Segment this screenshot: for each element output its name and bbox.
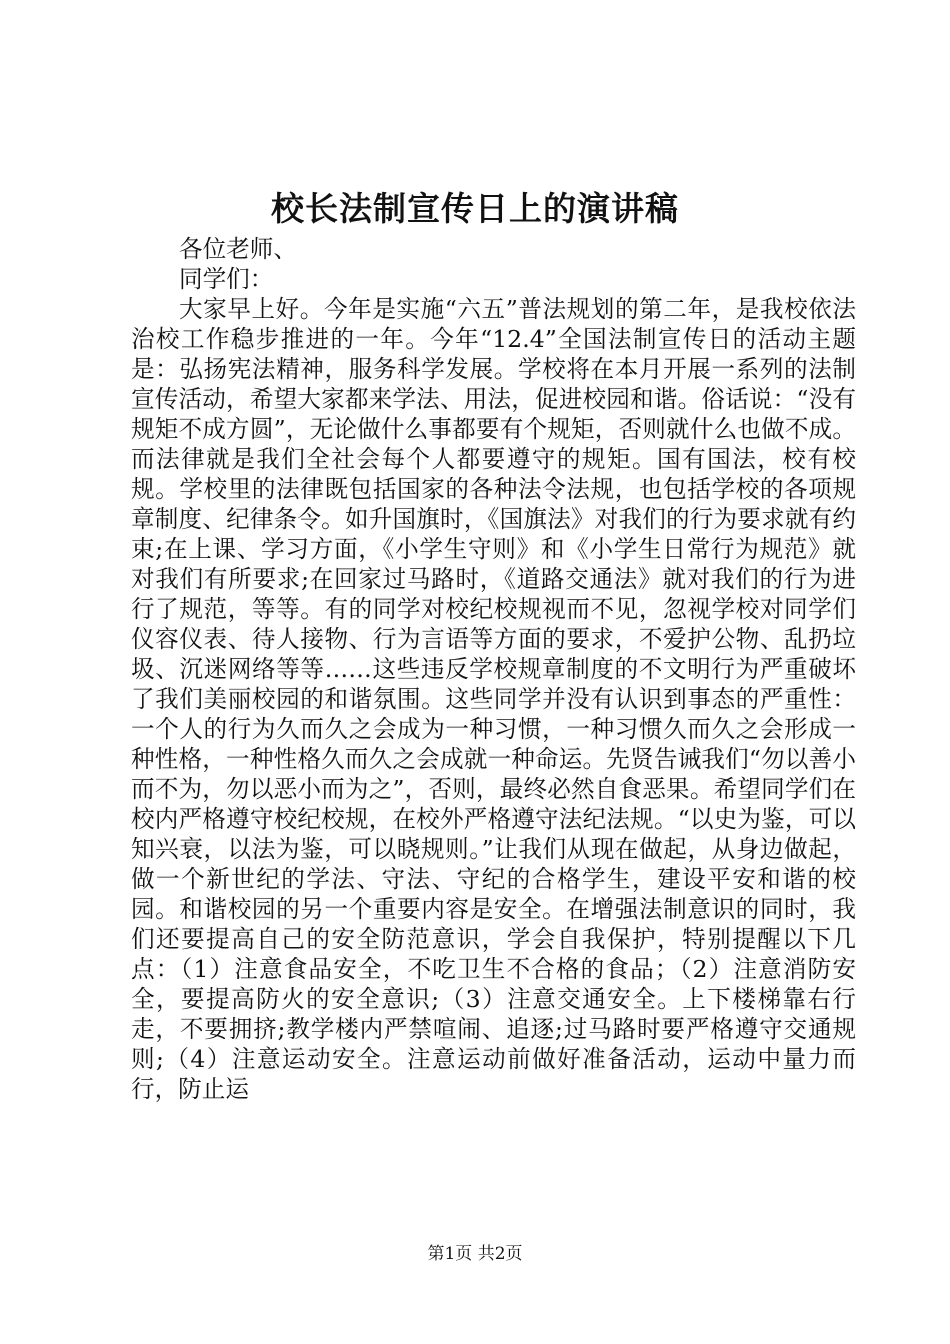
salutation-students: 同学们： [179, 265, 274, 293]
document-body [131, 234, 856, 1104]
salutation-teachers: 各位老师、 [179, 235, 297, 263]
speech-paragraph: 大家早上好。今年是实施“六五”普法规划的第二年，是我校依法治校工作稳步推进的一年。今年“12.4”全国法制宣传日的活动主题是：弘扬宪法精神，服务科学发展。学校将在本月开展一系列的法制宣传活动，希望大家都来学法、用法，促进校园和谐。俗话说：“没有规矩不成方圆”，无论做什么事都要有个规矩，否则就什么也做不成。而法律就是我们全社会每个人都要遵守的规矩。国有国法，校有校规。学校里的法律既包括国家的各种法令法规，也包括学校的各项规章制度、纪律条令。如升国旗时，《国旗法》对我们的行为要求就有约束;在上课、学习方面，《小学生守则》和《小学生日常行为规范》就对我们有所要求;在回家过马路时，《道路交通法》就对我们的行为进行了规范，等等。有的同学对校纪校规视而不见，忽视学校对同学们仪容仪表、待人接物、行为言语等方面的要求，不爱护公物、乱扔垃圾、沉迷网络等等……这些违反学校规章制度的不文明行为严重破坏了我们美丽校园的和谐氛围。这些同学并没有认识到事态的严重性：一个人的行为久而久之会成为一种习惯，一种习惯久而久之会形成一种性格，一种性格久而久之会成就一种命运。先贤告诫我们“勿以善小而不为，勿以恶小而为之”，否则，最终必然自食恶果。希望同学们在校内严格遵守校纪校规，在校外严格遵守法纪法规。“以史为鉴，可以知兴衰，以法为鉴，可以晓规则。”让我们从现在做起，从身边做起，做一个新世纪的学法、守法、守纪的合格学生，建设平安和谐的校园。和谐校园的另一个重要内容是安全。在增强法制意识的同时，我们还要提高自己的安全防范意识，学会自我保护，特别提醒以下几点：（1）注意食品安全，不吃卫生不合格的食品；（2）注意消防安全，要提高防火的安全意识;（3）注意交通安全。上下楼梯靠右行走，不要拥挤;教学楼内严禁喧闹、追逐;过马路时要严格遵守交通规则;（4）注意运动安全。注意运动前做好准备活动，运动中量力而行，防止运 [131, 295, 856, 1103]
document-title: 校长法制宣传日上的演讲稿 [271, 189, 679, 228]
page-number-footer: 第1页 共2页 [427, 1244, 523, 1264]
